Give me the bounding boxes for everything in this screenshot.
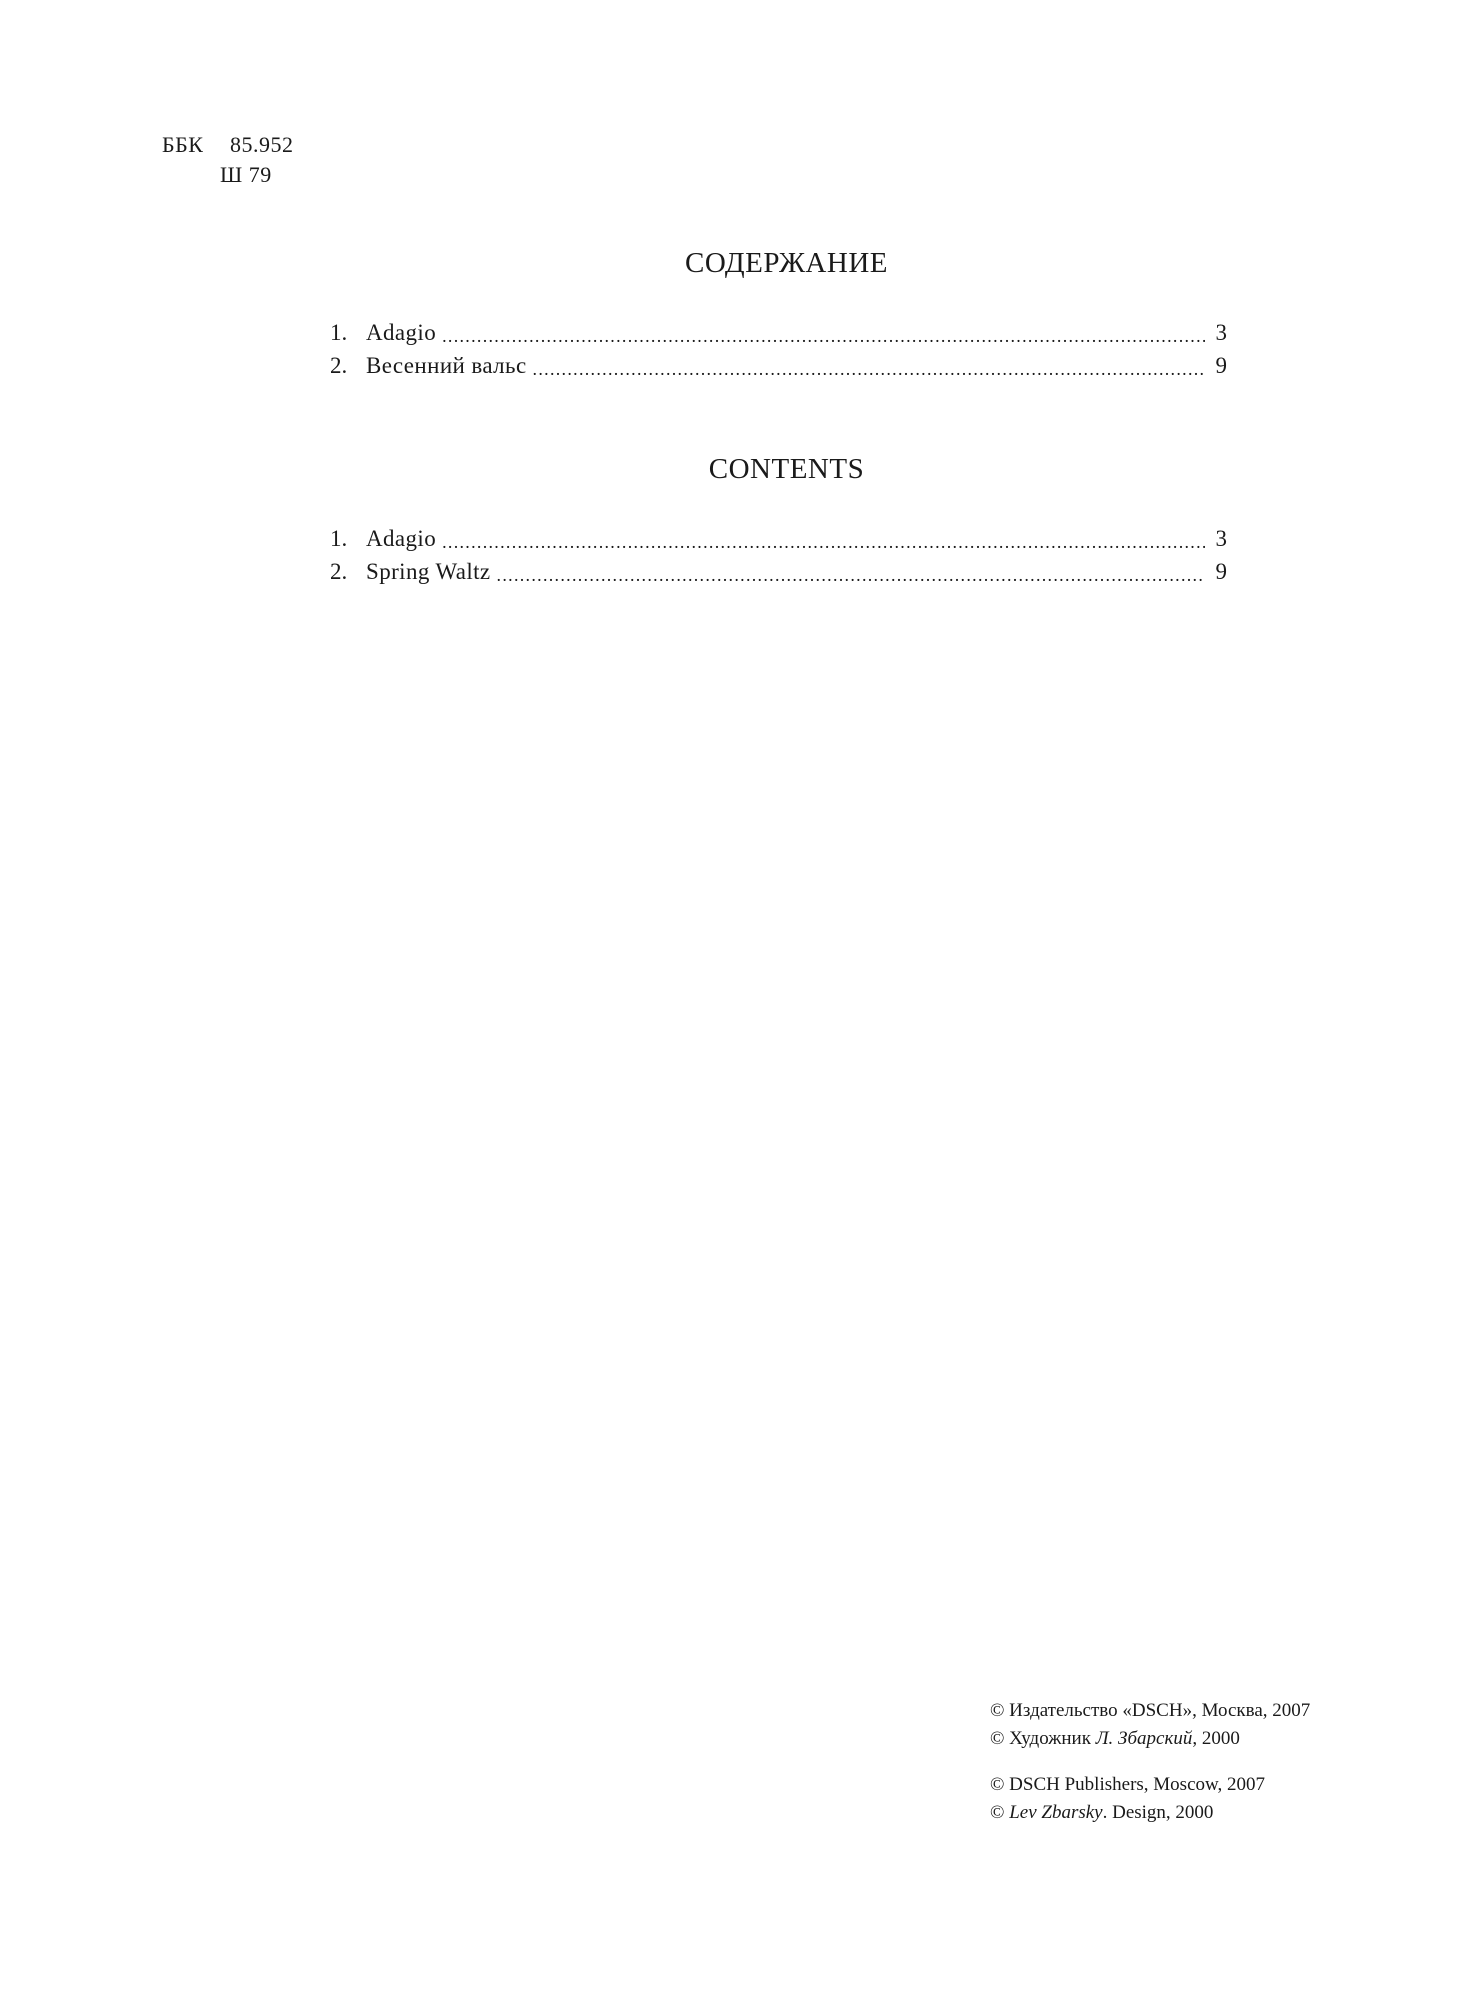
copyright-english (990, 1771, 1310, 1827)
copyright-publisher: © Издательство «DSCH», Москва, 2007 (990, 1700, 1311, 1721)
copyright-artist: © Lev Zbarsky. Design, 2000 (990, 1802, 1214, 1823)
toc-entry-title: Adagio (366, 526, 437, 551)
toc-entry-number: 1. (330, 320, 348, 345)
toc-russian (330, 246, 1227, 382)
toc-entry (330, 349, 1227, 382)
dot-leader (442, 324, 1205, 348)
copyright-russian (990, 1697, 1310, 1753)
toc-entry-title: Весенний вальс (366, 353, 527, 378)
toc-english (330, 452, 1227, 588)
bbk-label: ББК (162, 132, 204, 157)
dot-leader (533, 357, 1205, 381)
dot-leader (442, 530, 1205, 554)
toc-entry (330, 555, 1227, 588)
toc-entry-page: 3 (1215, 526, 1227, 551)
toc-heading-russian: СОДЕРЖАНИЕ (685, 247, 888, 279)
toc-entry-page: 9 (1215, 559, 1227, 584)
toc-entry-page: 3 (1215, 320, 1227, 345)
toc-heading-english: CONTENTS (708, 453, 865, 485)
copyright-publisher: © DSCH Publishers, Moscow, 2007 (990, 1774, 1265, 1795)
bbk-row (162, 130, 294, 160)
author-mark-row (162, 160, 294, 190)
dot-leader (497, 563, 1205, 587)
copyright-artist: © Художник Л. Збарский, 2000 (990, 1728, 1240, 1749)
toc-entry-title: Spring Waltz (366, 559, 491, 584)
artist-name: Lev Zbarsky (1009, 1802, 1103, 1823)
toc-entry-number: 2. (330, 353, 348, 378)
toc-entry-page: 9 (1215, 353, 1227, 378)
toc-entries-english (330, 522, 1227, 588)
toc-entry (330, 522, 1227, 555)
library-classification (162, 130, 294, 190)
artist-name: Л. Збарский (1095, 1728, 1193, 1749)
author-mark: Ш 79 (220, 162, 272, 187)
bbk-code: 85.952 (230, 132, 294, 157)
toc-entry-number: 1. (330, 526, 348, 551)
copyright-block (990, 1697, 1310, 1845)
toc-entry-number: 2. (330, 559, 348, 584)
toc-entries-russian (330, 316, 1227, 382)
toc-entry (330, 316, 1227, 349)
toc-entry-title: Adagio (366, 320, 437, 345)
